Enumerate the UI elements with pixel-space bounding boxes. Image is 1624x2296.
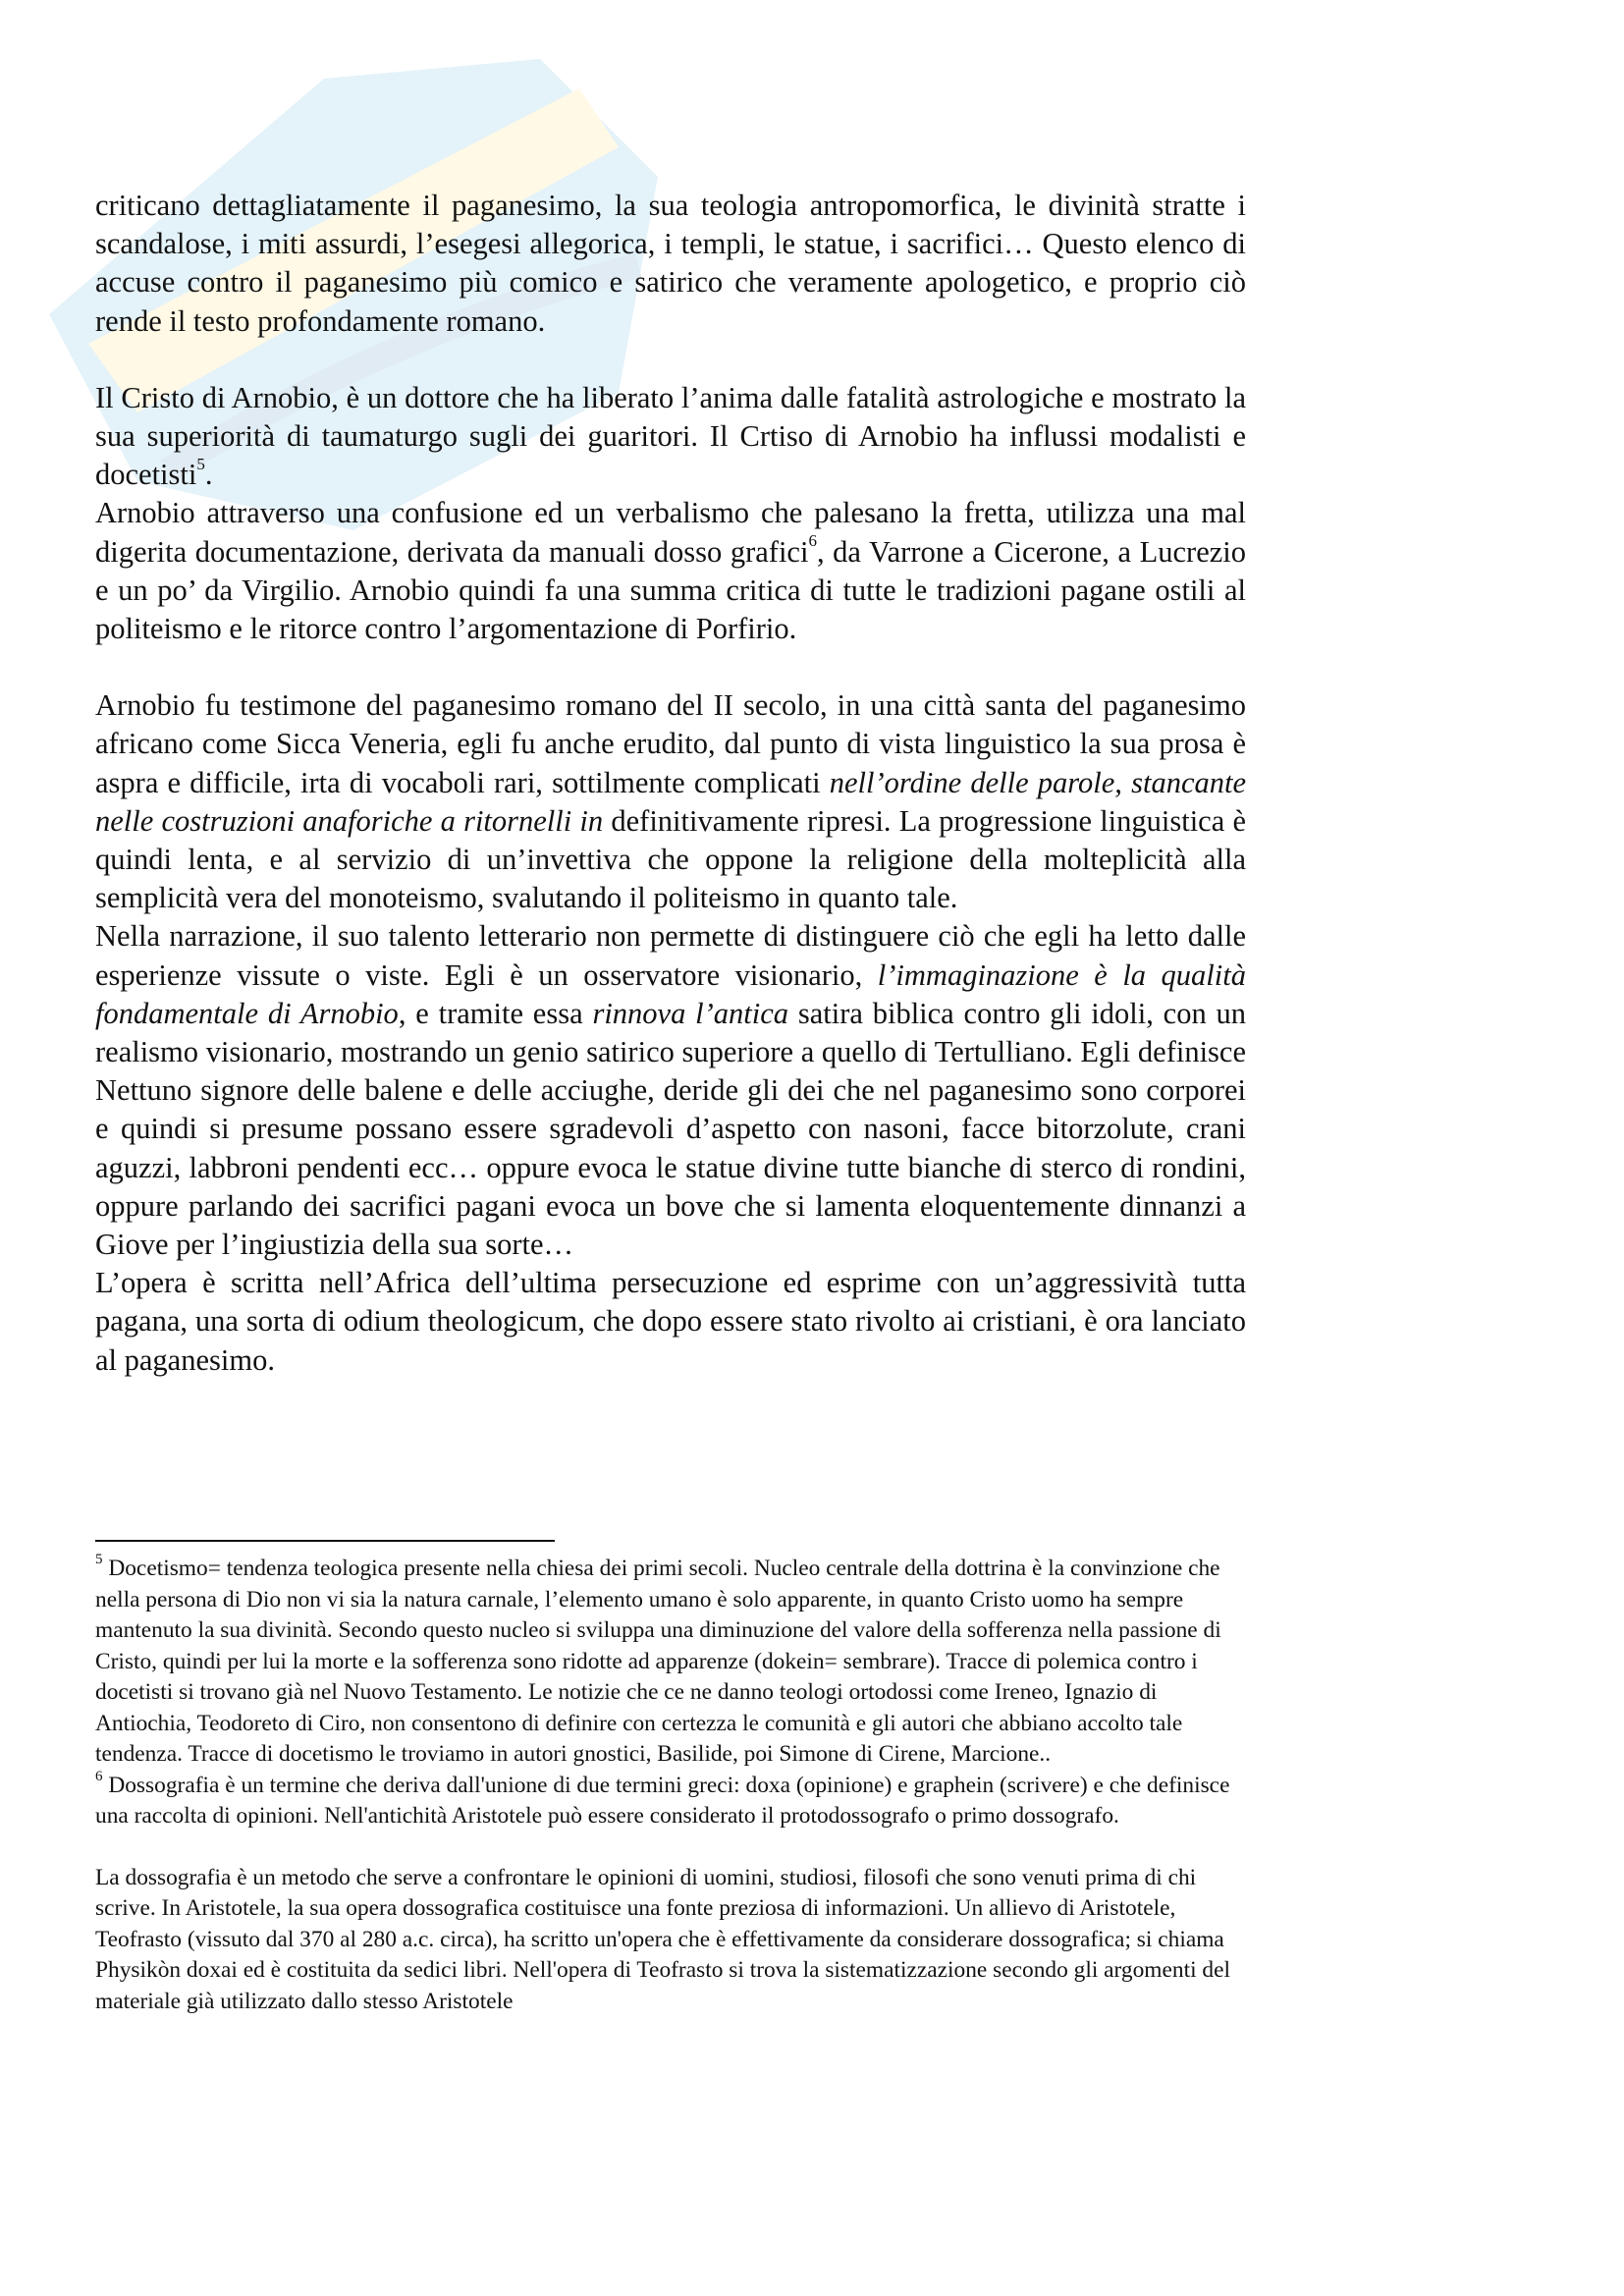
paragraph-2: Il Cristo di Arnobio, è un dottore che ha liberato l’anima dalle fatalità astrologiche e mostrato la sua superiorità di taumaturgo sugli dei guaritori. Il Crtiso di Arnobio ha influssi modalisti e docetisti$^5$. [95,380,1246,492]
footnote-number-6: 6 [95,1768,103,1784]
footnote-number-5: 5 [95,1552,103,1568]
paragraph-1: criticano dettagliatamente il paganesimo, la sua teologia antropomorfica, le divinità stratte i scandalose, i miti assurdi, l’esegesi allegorica, i templi, le statue, i sacrifici… Questo elenco di accuse contro il paganesimo più comico e satirico che veramente apologetico, e proprio ciò rende il testo profondamente romano. [95,189,1246,338]
footnote-ref-5[interactable]: 5 [196,455,205,474]
main-text [95,187,1246,1380]
footnote-ref-6[interactable]: 6 [808,531,817,551]
footnote-5: $^5$ Docetismo= tendenza teologica presente nella chiesa dei primi secoli. Nucleo centrale della dottrina è la convinzione che nella persona di Dio non vi sia la natura carnale, l’elemento umano è solo apparente, in quanto Cristo uomo ha sempre mantenuto la sua divinità. Secondo questo nucleo si sviluppa una diminuzione del valore della sofferenza nella passione di Cristo, quindi per lui la morte e la sofferenza sono ridotte ad apparenze (dokein= sembrare). Tracce di polemica contro i docetisti si trovano già nel Nuovo Testamento. Le notizie che ce ne danno teologi ortodossi come Ireneo, Ignazio di Antiochia, Teodoreto di Ciro, non consentono di definire con certezza le comunità e gli autori che abbiano accolto tale tendenza. Tracce di docetismo le troviamo in autori gnostici, Basilide, poi Simone di Cirene, Marcione.. [95,1552,1221,1767]
footnote-6-continuation: La dossografia è un metodo che serve a confrontare le opinioni di uomini, studiosi, filosofi che sono venuti prima di chi scrive. In Aristotele, la sua opera dossografica costituisce una fonte preziosa di informazioni. Un allievo di Aristotele, Teofrasto (vissuto dal 370 al 280 a.c. circa), ha scritto un'opera che è effettivamente da considerare dossografica; si chiama Physikòn doxai ed è costituita da sedici libri. Nell'opera di Teofrasto si trova la sistematizzazione secondo gli argomenti del materiale già utilizzato dallo stesso Aristotele [95,1864,1230,2014]
paragraph-5: Nella narrazione, il suo talento letterario non permette di distinguere ciò che egli ha letto dalle esperienze vissute o viste. Egli è un osservatore visionario, l’immaginazione è la qualità fondamentale di Arnobio, e tramite essa rinnova l’antica satira biblica contro gli idoli, con un realismo visionario, mostrando un genio satirico superiore a quello di Tertulliano. Egli definisce Nettuno signore delle balene e delle acciughe, deride gli dei che nel paganesimo sono corporei e quindi si presume possano essere sgradevoli d’aspetto con nasoni, facce bitorzolute, crani aguzzi, labbroni pendenti ecc… oppure evoca le statue divine tutte bianche di sterco di rondini, oppure parlando dei sacrifici pagani evoca un bove che si lamenta eloquentemente dinnanzi a Giove per l’ingiustizia della sua sorte… [95,919,1247,1262]
footnotes [95,1554,1246,2017]
footnote-6: $^6$ Dossografia è un termine che deriva dall'unione di due termini greci: doxa (opinione) e graphein (scrivere) e che definisce una raccolta di opinioni. Nell'antichità Aristotele può essere considerato il protodossografo o primo dossografo. [95,1768,1230,1829]
paragraph-6: L’opera è scritta nell’Africa dell’ultima persecuzione ed esprime con un’aggressività tutta pagana, una sorta di odium theologicum, che dopo essere stato rivolto ai cristiani, è ora lanciato al paganesimo. [95,1266,1246,1377]
paragraph-3: Arnobio attraverso una confusione ed un verbalismo che palesano la fretta, utilizza una mal digerita documentazione, derivata da manuali dosso grafici$^6$, da Varrone a Cicerone, a Lucrezio e un po’ da Virgilio. Arnobio quindi fa una summa critica di tutte le tradizioni pagane ostili al politeismo e le ritorce contro l’argomentazione di Porfirio. [95,496,1246,646]
footnote-separator [95,1540,555,1542]
paragraph-4: Arnobio fu testimone del paganesimo romano del II secolo, in una città santa del paganesimo africano come Sicca Veneria, egli fu anche erudito, dal punto di vista linguistico la sua prosa è aspra e difficile, irta di vocaboli rari, sottilmente complicati nell’ordine delle parole, stancante nelle costruzioni anaforiche a ritornelli in definitivamente ripresi. La progressione linguistica è quindi lenta, e al servizio di un’invettiva che oppone la religione della molteplicità alla semplicità vera del monoteismo, svalutando il politeismo in quanto tale. [95,688,1247,915]
